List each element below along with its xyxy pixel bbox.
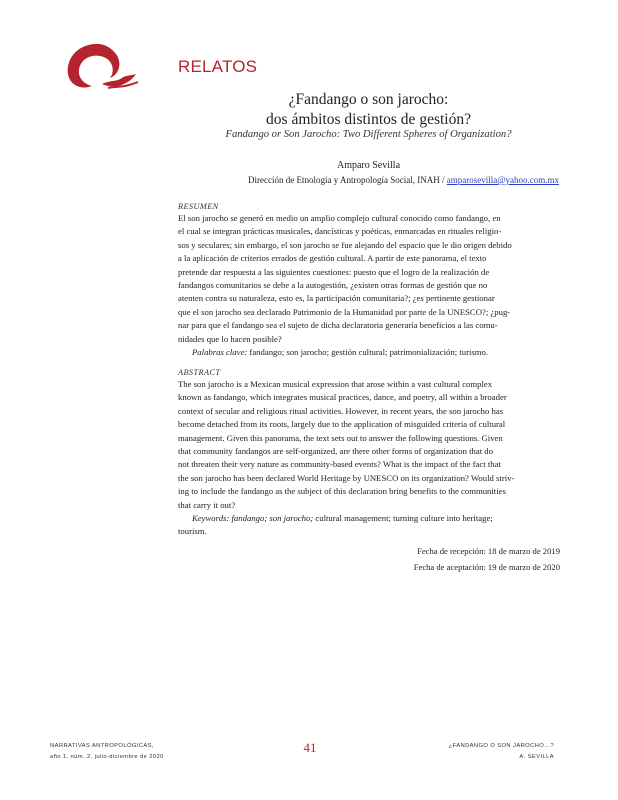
resumen-body bbox=[178, 212, 559, 346]
footer-left bbox=[50, 741, 164, 763]
abstract-line: known as fandango, which integrates musical practices, dance, and poetry, all within a broader bbox=[178, 392, 507, 403]
resumen-line: que el son jarocho sea declarado Patrimonio de la Humanidad por parte de la UNESCO?; ¿pug- bbox=[178, 306, 511, 317]
running-title: ¿FANDANGO O SON JAROCHO…? bbox=[448, 743, 554, 749]
author-name: Amparo Sevilla bbox=[336, 160, 401, 171]
abstract-line: become detached from its roots, largely due to the application of misguided criteria of cultural bbox=[178, 419, 506, 430]
article-title bbox=[178, 90, 559, 130]
journal-issue: año 1, núm. 2, julio-diciembre de 2020 bbox=[50, 754, 164, 760]
abstract-keywords-line2: tourism. bbox=[178, 526, 207, 536]
resumen-keywords bbox=[178, 346, 559, 359]
abstract-heading: ABSTRACT bbox=[178, 368, 221, 377]
resumen-line: fandangos comunitarios se debe a la autogestión, ¿existen otras formas de gestión que no bbox=[178, 280, 488, 291]
affiliation-text: Dirección de Etnología y Antropología Social, INAH / bbox=[248, 175, 447, 185]
article-subtitle: Fandango or Son Jarocho: Two Different Spheres of Organization? bbox=[225, 129, 512, 140]
resumen-line: sos y seculares; sin embargo, el son jarocho se fue alejando del espacio que le dio origen debido bbox=[178, 239, 512, 250]
running-author: A. SEVILLA bbox=[519, 754, 554, 760]
page-number: 41 bbox=[303, 740, 317, 755]
abstract-line: context of secular and religious ritual activities. However, in recent years, the son jarocho has bbox=[178, 405, 504, 416]
keywords-label-en: Keywords: bbox=[192, 513, 230, 523]
abstract-line: that carry it out? bbox=[178, 499, 236, 510]
article-dates bbox=[414, 543, 560, 575]
footer-right bbox=[449, 741, 554, 763]
abstract-line: not threaten their very nature as community-based events? What is the impact of the fact that bbox=[178, 459, 501, 470]
journal-name: NARRATIVAS ANTROPOLÓGICAS, bbox=[50, 743, 154, 749]
abstract-line: the son jarocho has been declared World Heritage by UNESCO on its organization? Would striv- bbox=[178, 472, 515, 483]
abstract-line: that community fandangos are self-organized, are there other forms of organization that do bbox=[178, 446, 493, 457]
section-label: RELATOS bbox=[178, 57, 258, 76]
keywords-italic-en: fandango; son jarocho; bbox=[229, 513, 314, 523]
date-accepted: Fecha de aceptación: 19 de marzo de 2020 bbox=[413, 562, 560, 572]
date-received: Fecha de recepción: 18 de marzo de 2019 bbox=[417, 546, 560, 556]
abstract-line: The son jarocho is a Mexican musical expression that arose within a vast cultural complex bbox=[178, 379, 493, 389]
resumen-line: el cual se integran prácticas musicales, dancísticas y poéticas, enmarcadas en rituales religio- bbox=[178, 226, 502, 237]
resumen-heading: RESUMEN bbox=[178, 202, 219, 211]
abstract-line: ing to include the fandango as the subject of this declaration bring benefits to the communities bbox=[178, 486, 506, 497]
abstract-keywords bbox=[178, 512, 559, 525]
resumen-line: a la aplicación de criterios errados de gestión cultural. A partir de este panorama, el texto bbox=[178, 253, 487, 264]
resumen-line: atenten contra su naturaleza, esto es, la participación comunitaria?; ¿es pertinente gestionar bbox=[178, 293, 495, 304]
abstract-line: management. Given this panorama, the text sets out to answer the following questions. Given bbox=[178, 432, 503, 443]
resumen-line: pretende dar respuesta a las siguientes cuestiones: puesto que el logro de la realización de bbox=[178, 266, 490, 277]
title-line-1: ¿Fandango o son jarocho: bbox=[288, 91, 449, 108]
resumen-line: nar para que el fandango sea el sujeto de dicha declaratoria generaría beneficios a las comu- bbox=[178, 320, 498, 331]
resumen-line: nidades que lo hacen posible? bbox=[178, 333, 282, 344]
author-email-link[interactable]: amparosevilla@yahoo.com.mx bbox=[446, 175, 559, 185]
author-affiliation bbox=[178, 175, 559, 185]
keywords-rest-en: cultural management; turning culture into heritage; bbox=[313, 513, 493, 523]
keywords-label: Palabras clave: bbox=[192, 347, 248, 357]
title-line-2: dos ámbitos distintos de gestión? bbox=[266, 111, 471, 128]
red-spiral-wave-logo bbox=[64, 40, 140, 92]
resumen-line: El son jarocho se generó en medio un amplio complejo cultural conocido como fandango, en bbox=[178, 213, 501, 223]
keywords-list: fandango; son jarocho; gestión cultural; patrimonialización; turismo. bbox=[247, 347, 489, 357]
abstract-body bbox=[178, 378, 559, 512]
